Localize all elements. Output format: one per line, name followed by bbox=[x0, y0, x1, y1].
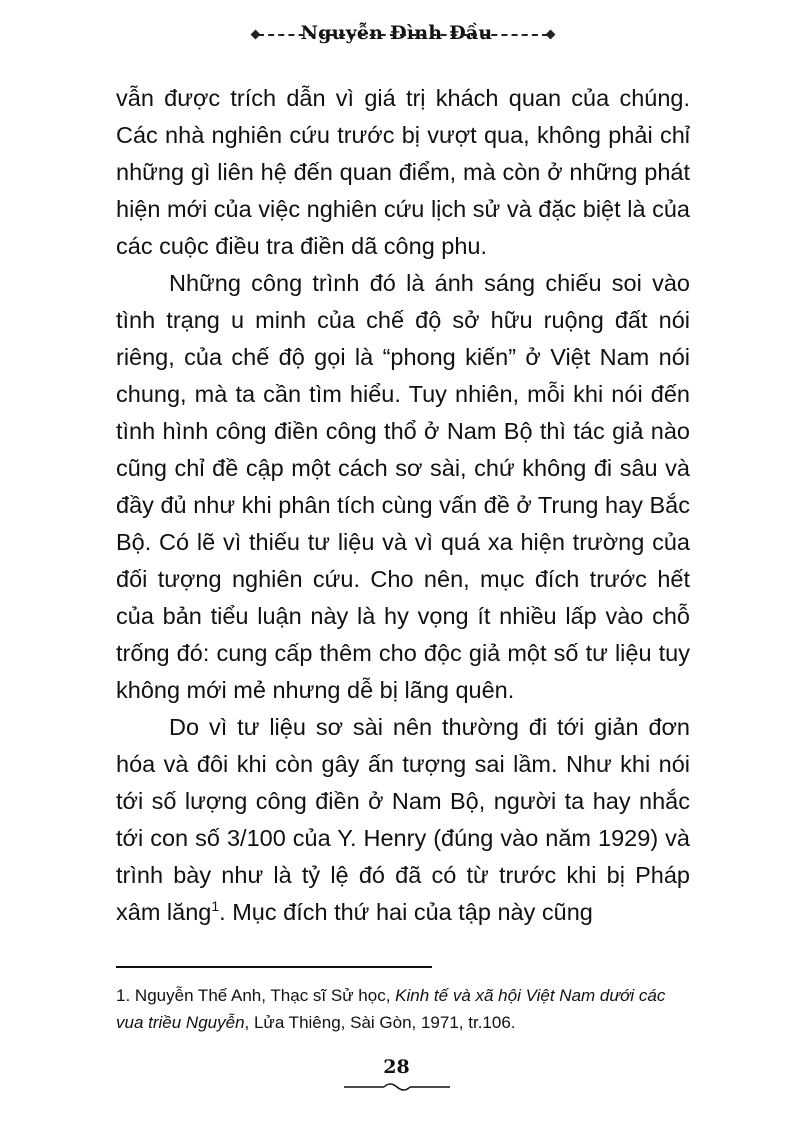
paragraph-1: vẫn được trích dẫn vì giá trị khách quan của chúng. Các nhà nghiên cứu trước bị vượt qua, không phải chỉ những gì liên hệ đến quan điểm, mà còn ở những phát hiện mới của việc nghiên cứu lịch sử và đặc biệt là của các cuộc điều tra điền dã công phu. bbox=[116, 85, 690, 259]
page-header bbox=[0, 22, 793, 44]
body-text bbox=[116, 80, 690, 931]
footnote-book-title: Kinh tế và xã hội Việt Nam dưới các vua triều Nguyễn bbox=[116, 986, 666, 1032]
paragraph-3-continuation: . Mục đích thứ hai của tập này cũng bbox=[219, 899, 593, 925]
paragraph-3-text: Do vì tư liệu sơ sài nên thường đi tới giản đơn hóa và đôi khi còn gây ấn tượng sai lầm. Như khi nói tới số lượng công điền ở Nam Bộ, người ta hay nhắc tới con số 3/100 của Y. Henry (đúng vào năm 1929) và trình bày như là tỷ lệ đó đã có từ trước khi bị Pháp xâm lăng bbox=[116, 714, 690, 925]
page-folio bbox=[0, 1056, 793, 1078]
footnote-number: 1. bbox=[116, 986, 131, 1005]
folio-ornament-icon bbox=[344, 1081, 450, 1093]
header-ornamental-rule bbox=[258, 34, 548, 36]
page-number: 28 bbox=[383, 1056, 410, 1078]
footnote-separator bbox=[116, 966, 432, 968]
footnote-reference-mark: 1 bbox=[211, 898, 220, 915]
footnote bbox=[116, 982, 696, 1036]
running-head-title: Nguyễn Đình Đầu bbox=[300, 22, 493, 44]
footnote-publication: , Lửa Thiêng, Sài Gòn, 1971, tr.106. bbox=[244, 1013, 516, 1032]
paragraph-3 bbox=[116, 709, 690, 931]
paragraph-2: Những công trình đó là ánh sáng chiếu soi vào tình trạng u minh của chế độ sở hữu ruộng đất nói riêng, của chế độ gọi là “phong kiến” ở Việt Nam nói chung, mà ta cần tìm hiểu. Tuy nhiên, mỗi khi nói đến tình hình công điền công thổ ở Nam Bộ thì tác giả nào cũng chỉ đề cập một cách sơ sài, chứ không đi sâu và đầy đủ như khi phân tích cùng vấn đề ở Trung hay Bắc Bộ. Có lẽ vì thiếu tư liệu và vì quá xa hiện trường của đối tượng nghiên cứu. Cho nên, mục đích trước hết của bản tiểu luận này là hy vọng ít nhiều lấp vào chỗ trống đó: cung cấp thêm cho độc giả một số tư liệu tuy không mới mẻ nhưng dễ bị lãng quên. bbox=[116, 270, 690, 703]
footnote-author: Nguyễn Thế Anh, Thạc sĩ Sử học, bbox=[134, 986, 391, 1005]
